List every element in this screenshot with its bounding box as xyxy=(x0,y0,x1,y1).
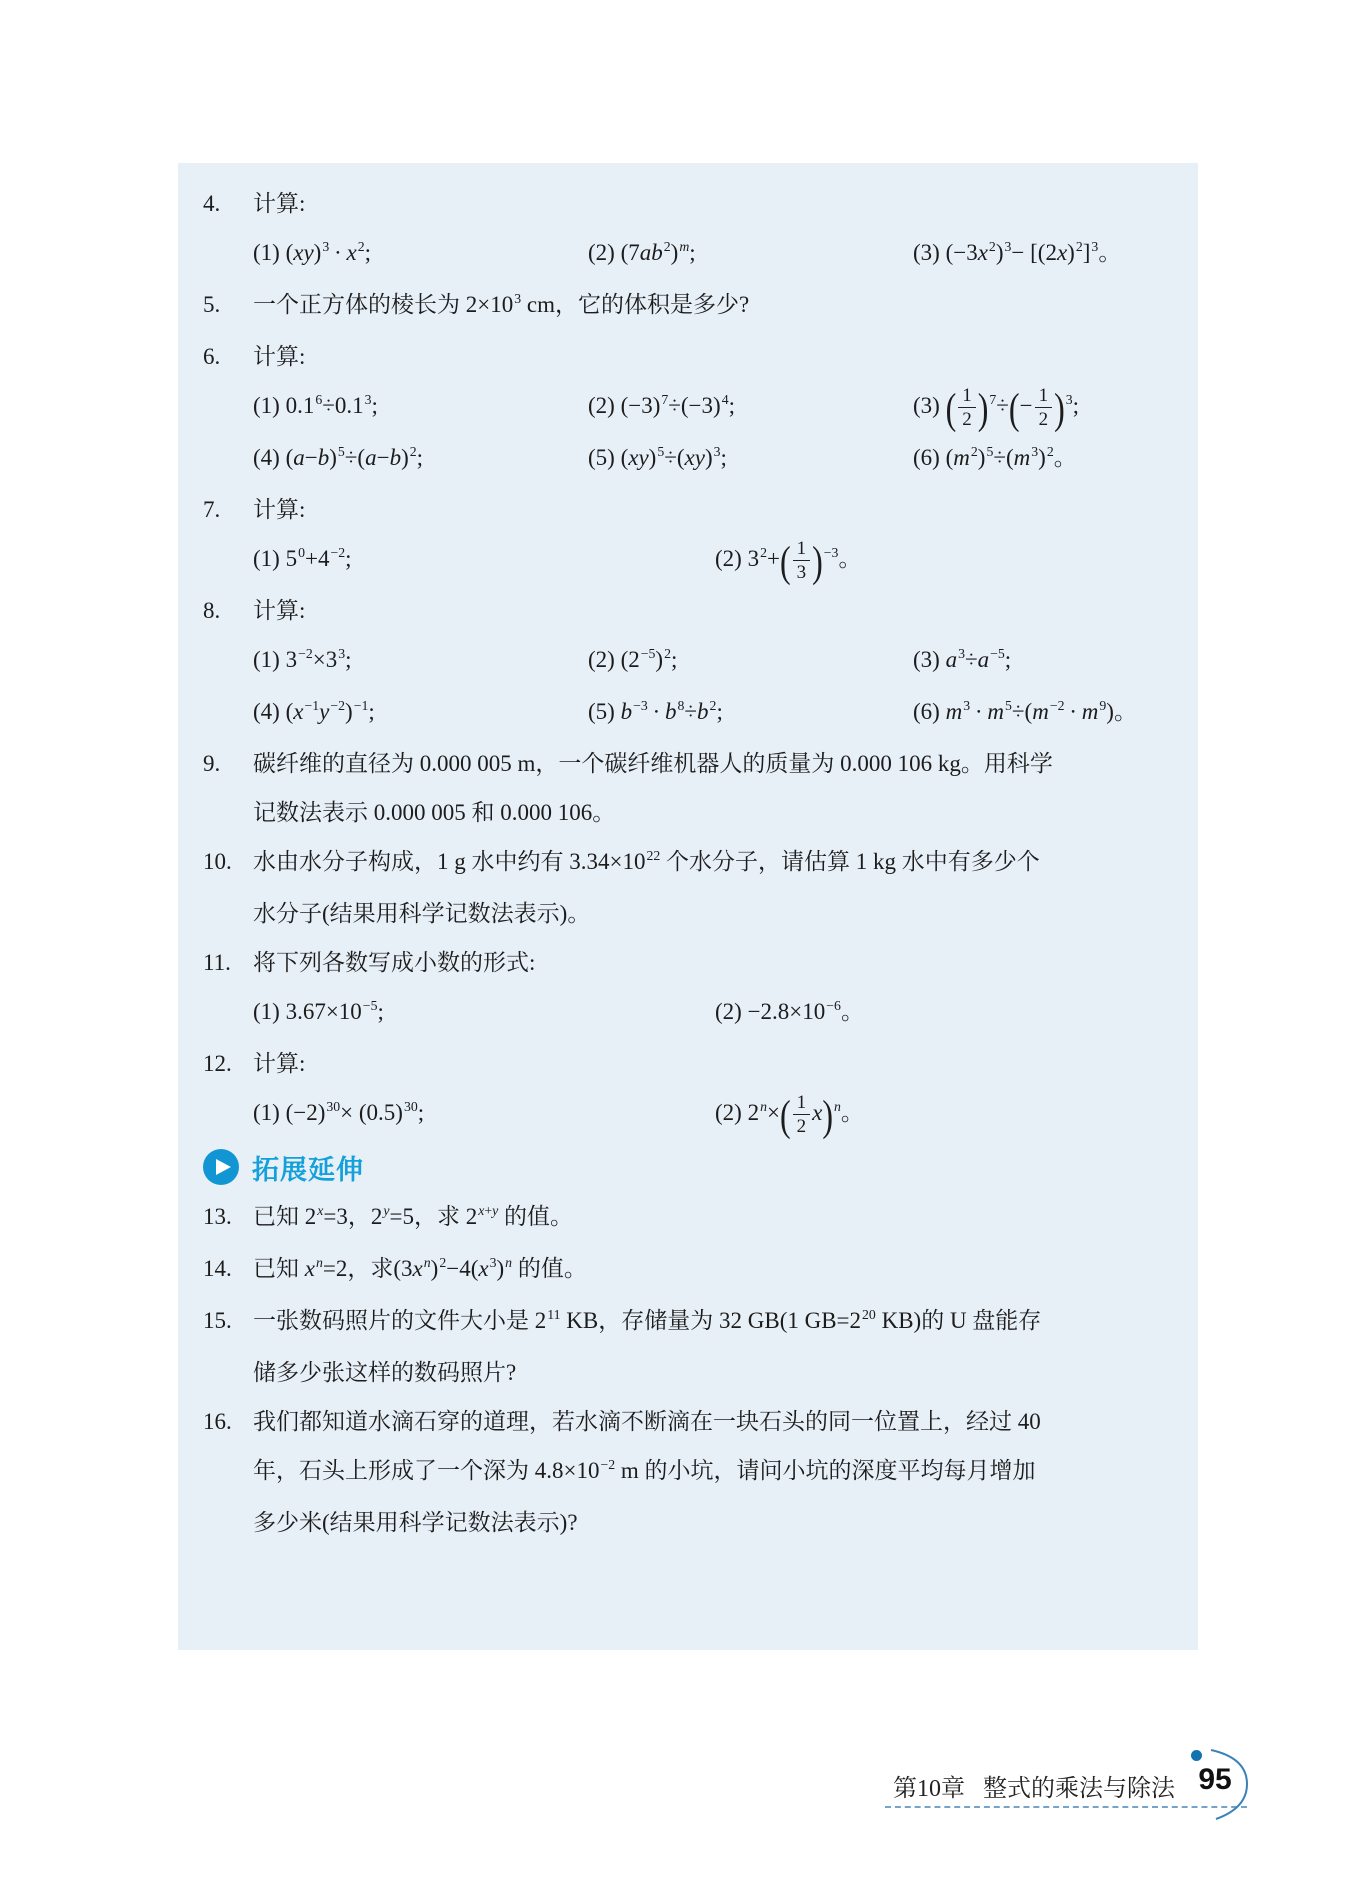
problem-part: (2) $(7ab^2)^m$; xyxy=(588,239,696,265)
footer-divider xyxy=(885,1806,1247,1808)
page-number: 95 xyxy=(1198,1763,1232,1796)
problem-12 xyxy=(203,1039,1178,1140)
problem-part: (1) $5^0+4^{-2}$; xyxy=(253,545,352,571)
problem-number: 4. xyxy=(203,191,221,216)
problem-body: 一张数码照片的文件大小是 $2^{11}$ KB，存储量为 32 GB(1 $GB=2^{20}$ KB)的 U 盘能存 储多少张这样的数码照片? xyxy=(253,1307,1042,1385)
problem-title: 计算: xyxy=(253,191,306,216)
problem-parts-row xyxy=(253,228,1178,280)
problem-number: 12. xyxy=(203,1051,232,1076)
problem-part: (4) $(x^{-1}y^{-2})^{-1}$; xyxy=(253,698,375,724)
problem-part: (4) $(a-b)^5\div(a-b)^2$; xyxy=(253,444,424,470)
problem-part: (6) $(m^2)^5\div(m^3)^2$。 xyxy=(913,444,1077,470)
problem-parts-row xyxy=(253,987,1178,1039)
problem-part: $(2) -2.8\times 10^{-6}$。 xyxy=(715,998,864,1024)
problem-8 xyxy=(203,586,1178,739)
problem-title: 计算: xyxy=(253,497,306,522)
problem-parts-row xyxy=(253,381,1178,433)
problem-part: (5) $b^{-3} \cdot b^8\div b^2$; xyxy=(588,698,723,724)
problem-parts-row xyxy=(253,635,1178,687)
problem-part: (1) $(-2)^{30}\times (0.5)^{30}$; xyxy=(253,1099,425,1125)
section-label: 拓展延伸 xyxy=(252,1154,364,1185)
problem-6 xyxy=(203,332,1178,485)
problem-number: 9. xyxy=(203,751,221,776)
problem-parts-row xyxy=(253,534,1178,586)
problem-part: (3) $a^3\div a^{-5}$; xyxy=(913,646,1012,672)
problem-9 xyxy=(203,739,1178,837)
problem-part: (1) $3^{-2}\times 3^3$; xyxy=(253,646,352,672)
problem-part: (6) $m^3 \cdot m^5\div(m^{-2} \cdot m^9)$。 xyxy=(913,698,1137,724)
decorative-dot-icon xyxy=(1191,1750,1202,1761)
footer-chapter-number: 第10章 xyxy=(893,1776,965,1802)
problem-number: 8. xyxy=(203,598,221,623)
problem-13 xyxy=(203,1192,1178,1244)
problem-body: 已知 $x^n=2$，求$(3x^n)^2-4(x^3)^n$ 的值。 xyxy=(253,1255,587,1281)
problem-part: (2) $(-3)^7\div(-3)^4$; xyxy=(588,392,735,418)
problem-part: (3) ( $\frac{1}{2}$ )$^7$÷(− $\frac{1}{2}$ )$^3$; xyxy=(913,383,1080,433)
problem-number: 15. xyxy=(203,1308,232,1333)
problem-title: 计算: xyxy=(253,344,306,369)
problem-14 xyxy=(203,1244,1178,1296)
problem-part: (2) $2^n\times$( $\frac{1}{2}$ x)$^n$。 xyxy=(715,1090,864,1140)
problem-part: (2) $3^2+$( $\frac{1}{3}$ )$^{-3}$。 xyxy=(715,536,862,586)
footer-chapter xyxy=(893,1768,1175,1803)
problem-part: (5) (xy)$^5$÷(xy)$^3$; xyxy=(588,444,727,470)
problem-title: 计算: xyxy=(253,598,306,623)
problem-parts-row xyxy=(253,1088,1178,1140)
problem-body: 水由水分子构成，1 g 水中约有 $3.34\times 10^{22}$ 个水分子，请估算 1 kg 水中有多少个 水分子(结果用科学记数法表示)。 xyxy=(253,848,1040,926)
problem-title: 计算: xyxy=(253,1051,306,1076)
problem-body: 我们都知道水滴石穿的道理，若水滴不断滴在一块石头的同一位置上，经过 40 年，石头上形成了一个深为 $4.8\times 10^{-2}$ m 的小坑，请问小坑的深度平均每月增加 多少米(结果用科学记数法表示)? xyxy=(253,1409,1041,1535)
problem-number: 14. xyxy=(203,1256,232,1281)
problem-7 xyxy=(203,485,1178,586)
section-header-extension xyxy=(203,1146,1178,1188)
problem-title: 将下列各数写成小数的形式: xyxy=(253,950,536,975)
problem-number: 6. xyxy=(203,344,221,369)
exercise-panel xyxy=(178,163,1198,1650)
problem-part: (1) $3.67\times 10^{-5}$; xyxy=(253,998,384,1024)
problem-number: 11. xyxy=(203,950,231,975)
problem-part: (3) $(-3x^2)^3- [(2x)^2]^3$。 xyxy=(913,239,1122,265)
problem-number: 7. xyxy=(203,497,221,522)
problem-number: 10. xyxy=(203,849,232,874)
decorative-arc xyxy=(1206,1748,1252,1822)
problem-5 xyxy=(203,280,1178,332)
problem-16 xyxy=(203,1397,1178,1547)
problem-body: 已知 $2^x=3$，$2^y=5$，求 $2^{x+y}$ 的值。 xyxy=(253,1203,573,1229)
footer-chapter-title: 整式的乘法与除法 xyxy=(983,1776,1175,1802)
problem-10 xyxy=(203,837,1178,938)
play-triangle-icon xyxy=(216,1159,231,1175)
problem-15 xyxy=(203,1296,1178,1397)
problem-number: 16. xyxy=(203,1409,232,1434)
problem-number: 13. xyxy=(203,1204,232,1229)
problem-part: (1) $(xy)^3 \cdot x^2$; xyxy=(253,239,371,265)
problem-parts-row xyxy=(253,433,1178,485)
problem-number: 5. xyxy=(203,292,221,317)
problem-body: 碳纤维的直径为 0.000 005 m，一个碳纤维机器人的质量为 0.000 106 kg。用科学 记数法表示 0.000 005 和 0.000 106。 xyxy=(253,751,1053,825)
play-icon xyxy=(203,1149,239,1185)
problem-4 xyxy=(203,179,1178,280)
problem-parts-row xyxy=(253,687,1178,739)
problem-part: (1) $0.1^6\div 0.1^3$; xyxy=(253,392,378,418)
problem-part: (2) $(2^{-5})^2$; xyxy=(588,646,678,672)
problem-11 xyxy=(203,938,1178,1039)
problem-body: 一个正方体的棱长为 $2\times 10^3$ cm，它的体积是多少? xyxy=(253,291,750,317)
